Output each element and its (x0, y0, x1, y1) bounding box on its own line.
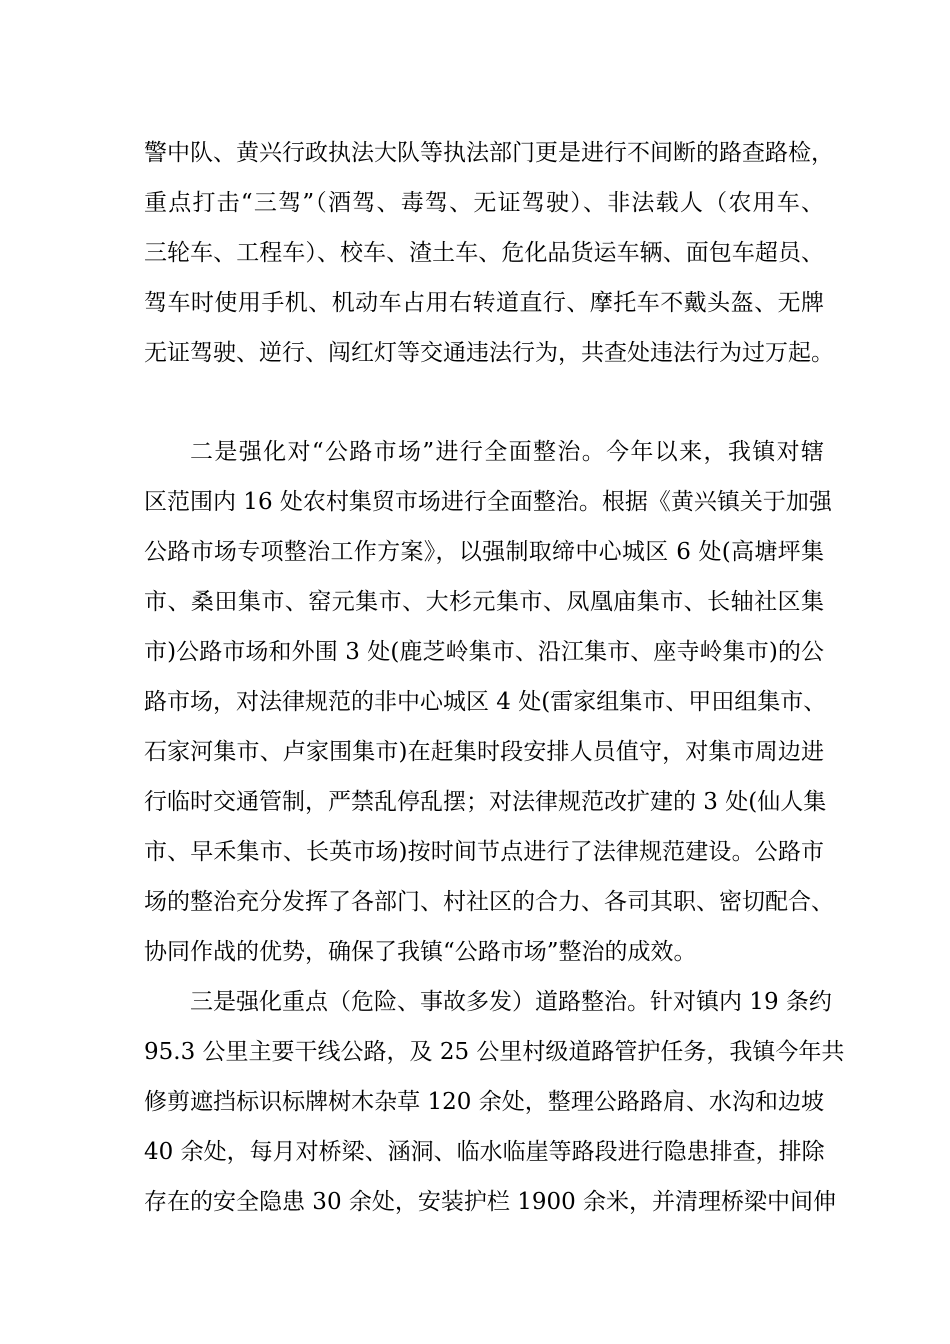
text-line: 95.3 公里主要干线公路，及 25 公里村级道路管护任务，我镇今年共 (144, 1039, 845, 1065)
text-line: 市)公路市场和外围 3 处(鹿芝岭集市、沿江集市、座寺岭集市)的公 (144, 639, 824, 665)
document-page (144, 128, 845, 1227)
paragraph-road-market-rectification (144, 427, 834, 977)
text-line: 三是强化重点（危险、事故多发）道路整治。针对镇内 19 条约 (190, 989, 832, 1015)
text-line: 公路市场专项整治工作方案》，以强制取缔中心城区 6 处(高塘坪集 (144, 539, 824, 565)
text-line: 协同作战的优势，确保了我镇“公路市场”整治的成效。 (144, 939, 697, 965)
text-line: 路市场，对法律规范的非中心城区 4 处(雷家组集市、甲田组集市、 (144, 689, 827, 715)
text-line: 市、早禾集市、长英市场)按时间节点进行了法律规范建设。公路市 (144, 839, 824, 865)
text-line: 驾车时使用手机、机动车占用右转道直行、摩托车不戴头盔、无牌 (144, 290, 824, 316)
text-line: 无证驾驶、逆行、闯红灯等交通违法行为，共查处违法行为过万起。 (144, 340, 834, 366)
text-line: 重点打击“三驾”（酒驾、毒驾、无证驾驶）、非法载人（农用车、 (144, 190, 824, 216)
text-line: 区范围内 16 处农村集贸市场进行全面整治。根据《黄兴镇关于加强 (144, 489, 832, 515)
text-line: 二是强化对“公路市场”进行全面整治。今年以来，我镇对辖 (190, 439, 824, 465)
paragraph-key-road-rectification (144, 977, 845, 1227)
text-line: 场的整治充分发挥了各部门、村社区的合力、各司其职、密切配合、 (144, 889, 834, 915)
text-line: 石家河集市、卢家围集市)在赶集时段安排人员值守，对集市周边进 (144, 739, 824, 765)
paragraph-gap (144, 378, 824, 427)
text-line: 修剪遮挡标识标牌树木杂草 120 余处，整理公路路肩、水沟和边坡 (144, 1089, 824, 1115)
text-line: 市、桑田集市、窑元集市、大杉元集市、凤凰庙集市、长轴社区集 (144, 589, 824, 615)
text-line: 三轮车、工程车）、校车、渣土车、危化品货运车辆、面包车超员、 (144, 240, 824, 266)
text-line: 行临时交通管制，严禁乱停乱摆；对法律规范改扩建的 3 处(仙人集 (144, 789, 827, 815)
text-line: 40 余处，每月对桥梁、涵洞、临水临崖等路段进行隐患排查，排除 (144, 1139, 825, 1165)
paragraph-road-inspection (144, 128, 834, 378)
text-line: 存在的安全隐患 30 余处，安装护栏 1900 余米，并清理桥梁中间伸 (144, 1189, 837, 1215)
text-line: 警中队、黄兴行政执法大队等执法部门更是进行不间断的路查路检， (144, 140, 834, 166)
